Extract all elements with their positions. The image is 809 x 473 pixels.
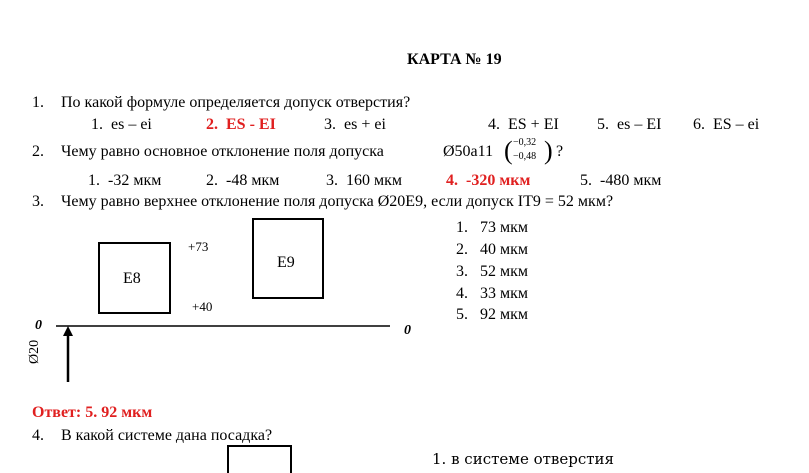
q2-paren-close: ) <box>544 136 553 165</box>
q3-option-5: 5. 92 мкм <box>456 306 529 323</box>
q3-number: 3. <box>32 193 44 210</box>
q4-number: 4. <box>32 427 44 444</box>
q1-number: 1. <box>32 94 44 111</box>
q1-option-2-correct: 2. ES - EI <box>206 116 276 133</box>
e8-label: E8 <box>123 270 141 287</box>
q2-option-5: 5. -480 мкм <box>580 172 662 189</box>
q2-upper-deviation: −0,32 <box>513 137 537 148</box>
q4-option-1: 1. в системе отверстия <box>432 450 615 468</box>
q2-option-3: 3. 160 мкм <box>326 172 403 189</box>
q1-option-6: 6. ES – ei <box>693 116 760 133</box>
q2-tail: ? <box>556 143 564 160</box>
q2-option-4-correct: 4. -320 мкм <box>446 172 531 189</box>
q2-text: Чему равно основное отклонение поля допуска <box>61 143 384 160</box>
card-title: КАРТА № 19 <box>407 51 502 68</box>
q3-text: Чему равно верхнее отклонение поля допуска Ø20E9, если допуск IT9 = 52 мкм? <box>61 193 614 210</box>
q1-option-1: 1. es – ei <box>91 116 152 133</box>
q2-lower-deviation: −0,48 <box>513 151 537 162</box>
diameter-label: Ø20 <box>27 339 42 364</box>
lower-deviation-label: +40 <box>192 299 213 314</box>
q3-option-1: 1. 73 мкм <box>456 219 529 236</box>
q4-fit-box <box>228 446 291 473</box>
q2-option-1: 1. -32 мкм <box>88 172 162 189</box>
q3-option-2: 2. 40 мкм <box>456 241 529 258</box>
zero-right-label: 0 <box>404 323 411 338</box>
q3-option-4: 4. 33 мкм <box>456 285 529 302</box>
upper-deviation-label: +73 <box>188 239 209 254</box>
q2-option-2: 2. -48 мкм <box>206 172 280 189</box>
q4-text: В какой системе дана посадка? <box>61 427 273 444</box>
q1-option-5: 5. es – EI <box>597 116 662 133</box>
q3-answer: Ответ: 5. 92 мкм <box>32 404 153 421</box>
q1-text: По какой формуле определяется допуск отверстия? <box>61 94 411 111</box>
q2-number: 2. <box>32 143 44 160</box>
q2-paren-open: ( <box>504 136 513 165</box>
e9-label: E9 <box>277 254 295 271</box>
q1-option-3: 3. es + ei <box>324 116 386 133</box>
q2-tolerance: Ø50a11 <box>443 143 494 160</box>
q1-option-4: 4. ES + EI <box>488 116 559 133</box>
q3-option-3: 3. 52 мкм <box>456 263 529 280</box>
zero-left-label: 0 <box>35 318 42 333</box>
